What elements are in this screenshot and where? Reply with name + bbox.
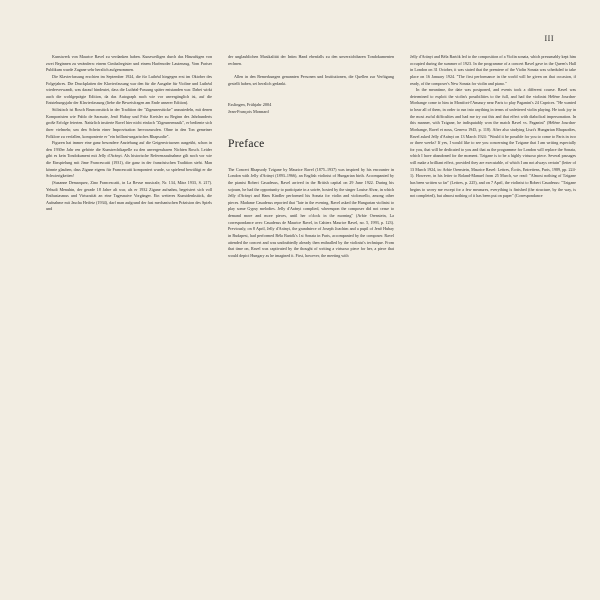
paragraph: Jelly d'Arányi and Béla Bartók led to the composition of a Violin sonata, which presumably kept him occupied during the summer of 1923. In the programme of a concert Ravel gave in the Queen's Hall in London on 31 October, it was stated that the premiere of the Violin Sonata was scheduled to take place on 16 January 1924. "The first performance in the world will be given on that occasion, if ready, of the composer's New Sonata for violin and piano." [410, 54, 576, 86]
column-3 [410, 54, 576, 566]
paragraph: der unglaublichen Musikalität der Intim Hand ebenfalls zu den unverzichtbaren Tondokumenten rechnen. [228, 54, 394, 66]
paragraph: In the meantime, the date was postponed, and events took a different course. Ravel was determined to exploit the violin's possibilities to the full, and had the violinist Hélène Jourdan-Morhange come to him in Montfort-l'Amaury near Paris to play Paganini's 24 Caprices. "He wanted to hear all of them, in order to run into anything in terms of unfettered violin playing. He took joy in the most awful difficulties and had me try out this and that effect with diabolical impersonation. In this manner, with Tzigane, he indisputably won the match Ravel vs. Paganini" (Hélène Jourdan-Morhange, Ravel et nous, Geneva 1945, p. 118). After also studying Liszt's Hungarian Rhapsodies, Ravel asked Jelly d'Arányi on 13 March 1924: "Would it be possible for you to come to Paris in two or three weeks? If yes, I would like to see you concerning the Tzigane that I am writing especially for you, that will be dedicated to you and that as the programme for London will replace the Sonata, which I have abandoned for the moment. Tzigane is to be a highly virtuoso piece. Several passages will make a brilliant effect, provided they are executable, of which I am not always certain" (letter of 13 March 1924, in: Arbie Orenstein, Maurice Ravel: Lettres, Écrits, Entretiens, Paris, 1989, pp. 224-1). However, in his letter to Roland-Manuel from 25 March, we read: "Almost nothing of Tzigane has been written so far" (Lettres, p. 225), and on 7 April, the violinist to Robert Casadesus: "Tzigane begins to worry me except for a few measures, everything is finished (the structure, by the way, is not completed), but almost nothing of it has been put on paper" (Correspondance [410, 87, 576, 199]
paragraph: Kunstwerk von Maurice Ravel zu verdanken haben. Kunzweiligen durch das Hinzufügen von zwei Beginnen zu verändern: einem Cimbalregister und einem Harfenoder Lautenzug. Vom Pariser Publikum wurde Zugane sehr herzlich aufgenommen. [46, 54, 212, 73]
spacer [228, 88, 394, 101]
paragraph: Die Klavierfassung erschien im September 1924, die für Luthéal hingegen erst im Oktober des Folgejahres. Die Druckplatten der Klavierfassung war den für die Ausgabe für Violine und Luthéal wiederverwandt, was darauf hindeutet, dass die Luthéal-Fassung später entstanden war. Dabei wirkt auch die wohlgeprägte Edition, da das Autograph nach wie vor unvergänglich ist, auf die Entstehungsjahr der Klavierfassung (liebe die Beweisfragen am Ende unserer Edition). [46, 73, 212, 106]
paragraph: Stilistisch ist Rosch Brunconstück in der Tradition der "Zigeunerstücke" anzusiedeln, mit denen Komponisten wie Pablo de Sarasate, Jenő Hubay und Fritz Kreisler zu Beginn des Jahrhunderts große Erfolge feierten. Natürlich instierte Ravel hier nicht einfach "Zigeunermusik", er bediente sich ihrer vielmehr, um den Schein einer Improvisation hervorzurufen. Ohne in den Ton gemeiner Folklore zu verfallen, komponierte er "ein brillant-ungarisches Rhapsodie". [46, 107, 212, 139]
spacer [228, 154, 394, 167]
paragraph: Allen in den Bemerkungen genannten Personen und Institutionen, die Quellen zur Verfügung gestellt haben, sei herzlich gedankt. [228, 74, 394, 86]
spacer [228, 115, 394, 135]
text-columns [46, 54, 576, 566]
signature-place-date: Esslingen, Frühjahr 2004 [228, 101, 272, 107]
paragraph: (Suzanne Demarquez, Zino Francescatti, in La Revue musicale, Nr. 134, März 1933, S. 217). Yehudi Menuhin, der gerade 18 Jahre alt war, als er 1932 Zigane aufnahm, begeistert sich voll Enthusiasmus und Virtuosität an eine Tagesnaive Vorgänger. Ein weiteres Kunstdenkstück, die Aufnahme mit Jascha Heifetz (1934), darf man aufgrund der fast mechanischen Präzision des Spiels und [46, 179, 212, 212]
section-heading-preface: Preface [228, 138, 265, 151]
paragraph: Figuren hat immer eine ganz besondere Anziehung auf die Geigenvirtuosen ausgeübt, schon in den 1930er Jahr ren gehörte die Kunstrechtkapelle zu den unvergessbaren Nichten Rosch. Leider gibt es kein Tondokument mit Jelly d'Arányi. Als historische Referenzaufnahme gilt noch vor wie die Einspielung mit Jime Francescatti (1931), die ganz in der französischen Tradition steht. Man könnte glauben, dass Zigane eigens für Francescatti komponiert wurde, so spielend bewältigt er die Schwierigkeiten! [46, 140, 212, 179]
page-number: III [544, 34, 554, 43]
paragraph: The Concert Rhapsody Tzigane by Maurice Ravel (1875–1937) was inspired by his encounter in London with Jelly d'Arányi (1893–1966), an English violinist of Hungarian birth. Accompanied by the pianist Robert Casadesus, Ravel arrived in the British capital on 29 June 1922. During his sojourn, he had the opportunity to participate in a soirée, hosted by the singer Louise Alvar, in which Jelly d'Arányi and Hans Kindler performed his Sonata for violin and violoncello, among other pieces. Madame Casadesus reported that "late in the evening, Ravel asked the Hungarian violinist to play some Gypsy melodies. Jelly d'Arányi complied, whereupon the composer did not cease to demand more and more pieces, until her o'clock in the morning" (Arbie Orenstein, La correspondance avec Casadesus de Maurice Ravel, in Cahiers Maurice Ravel, no. 5, 1993, p. 123). Previously, on 8 April, Jelly d'Arányi, the grandniece of Joseph Joachim and a pupil of Jenő Hubay in Budapest, had performed Béla Bartók's 1st Sonata in Paris, accompanied by the composer. Ravel attended the concert and was undoubtedly already then enthralled by the violinist's technique. From that time on, Ravel was captivated by the thought of writing a virtuoso piece for her, a piece that would depict Hungary as he imagined it. First, however, the meeting with [228, 166, 394, 258]
column-1 [46, 54, 212, 566]
spacer [228, 67, 394, 74]
signature-author: Jean-François Monnard [228, 108, 269, 114]
column-2 [228, 54, 394, 566]
